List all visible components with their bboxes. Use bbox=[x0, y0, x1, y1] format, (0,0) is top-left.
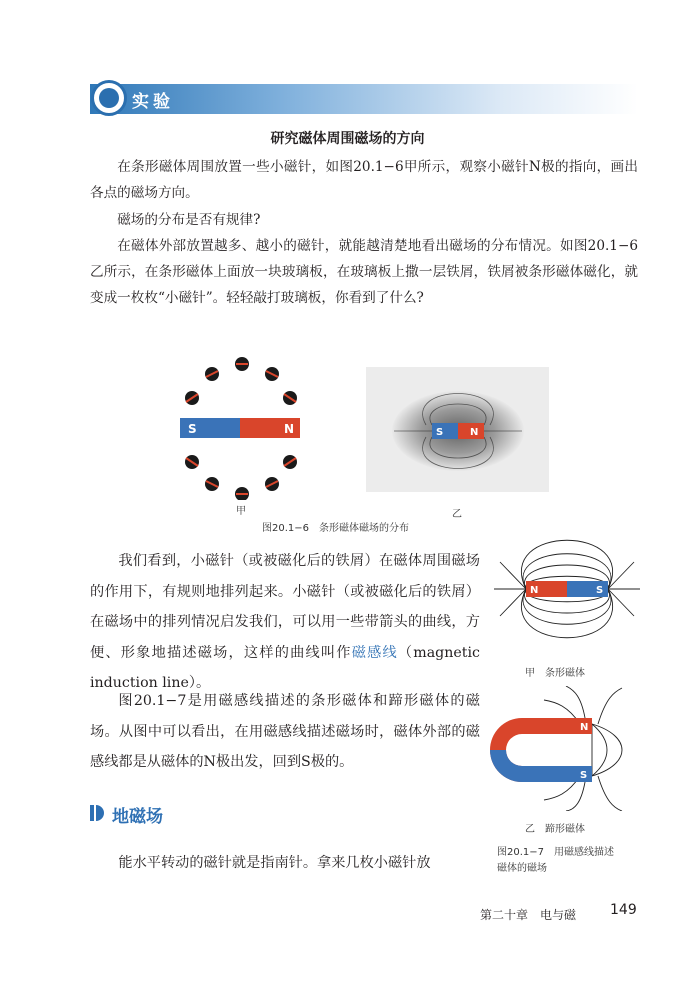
experiment-title: 研究磁体周围磁场的方向 bbox=[270, 131, 425, 147]
figure6-label-a: 甲 bbox=[236, 506, 246, 517]
paragraph-4 bbox=[90, 546, 480, 699]
figure-bar-magnet-field-lines bbox=[492, 532, 642, 657]
footer-chapter: 第二十章 电与磁 bbox=[480, 908, 577, 922]
figure-iron-filings bbox=[366, 367, 549, 492]
bar-pole-s: S bbox=[596, 585, 604, 596]
magnet-pole-n: N bbox=[284, 422, 295, 436]
paragraph-1: 在条形磁体周围放置一些小磁针，如图20.1−6甲所示，观察小磁针N极的指向，画出各点的磁场方向。 bbox=[90, 159, 638, 201]
page-number: 149 bbox=[610, 902, 637, 918]
figure7-label-b: 乙 蹄形磁体 bbox=[525, 824, 585, 835]
figure6-caption: 图20.1−6 条形磁体磁场的分布 bbox=[262, 523, 410, 534]
banner-label: 实验 bbox=[132, 92, 174, 112]
paragraph-6: 能水平转动的磁针就是指南针。拿来几枚小磁针放 bbox=[118, 855, 431, 871]
filings-pole-n: N bbox=[470, 427, 479, 438]
paragraph-3: 在磁体外部放置越多、越小的磁针，就能越清楚地看出磁场的分布情况。如图20.1−6乙所示，在条形磁体上面放一块玻璃板，在玻璃板上撒一层铁屑，铁屑被条形磁体磁化，就变成一枚枚“小磁针”。轻轻敲打玻璃板，你看到了什么? bbox=[90, 238, 638, 306]
paragraph-4-text: 我们看到，小磁针（或被磁化后的铁屑）在磁体周围磁场的作用下，有规则地排列起来。小磁针（或被磁化后的铁屑）在磁场中的排列情况启发我们，可以用一些带箭头的曲线，方便、形象地描述磁场，这样的曲线叫作 bbox=[90, 553, 480, 661]
term-magnetic-induction-line: 磁感线 bbox=[351, 644, 398, 661]
figure7-caption-line2: 磁体的磁场 bbox=[497, 863, 547, 874]
section-marker-icon-part bbox=[96, 805, 104, 821]
section-heading bbox=[90, 802, 163, 827]
magnet-pole-s: S bbox=[188, 422, 197, 436]
filings-pole-s: S bbox=[436, 427, 444, 438]
figure7-label-a: 甲 条形磁体 bbox=[525, 668, 585, 679]
figure6-label-b: 乙 bbox=[452, 509, 462, 520]
figure-bar-magnet-compasses bbox=[170, 350, 310, 500]
section-title: 地磁场 bbox=[112, 807, 163, 827]
section-marker-icon bbox=[90, 805, 94, 821]
experiment-icon bbox=[91, 80, 127, 116]
paragraph-2: 磁场的分布是否有规律? bbox=[117, 212, 261, 228]
horseshoe-pole-s: S bbox=[580, 770, 588, 781]
horseshoe-pole-n: N bbox=[580, 722, 589, 733]
figure-horseshoe-magnet-field-lines bbox=[482, 686, 642, 811]
paragraph-4-tail: （magnetic induction line）。 bbox=[90, 644, 480, 691]
figure7-caption-line1: 图20.1−7 用磁感线描述 bbox=[497, 847, 615, 858]
paragraph-5: 图20.1−7是用磁感线描述的条形磁体和蹄形磁体的磁场。从图中可以看出，在用磁感线描述磁场时，磁体外部的磁感线都是从磁体的N极出发，回到S极的。 bbox=[90, 693, 480, 770]
bar-pole-n: N bbox=[530, 585, 539, 596]
